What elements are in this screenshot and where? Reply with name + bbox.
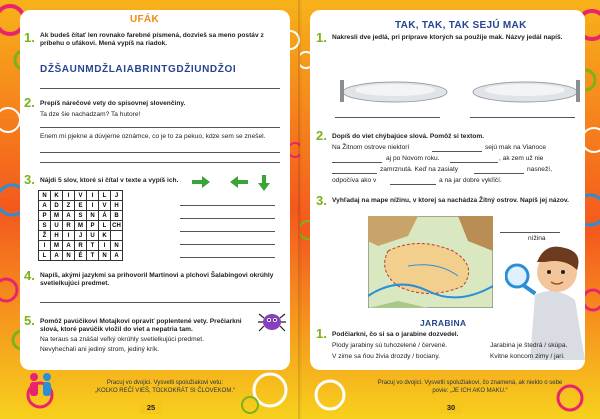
dialect-sentence: Enem mi pjekne a dúvjerne oznámce, co je to za pekuo, kdze sem se znešel. [40, 133, 266, 140]
section-title: JARABINA [420, 318, 467, 328]
task-number: 1. [316, 30, 327, 45]
dialect-sentence: Ta dze šie nachadzam? Ta hutore! [40, 111, 141, 118]
answer-line [180, 231, 275, 232]
map-label: nížina [528, 235, 546, 242]
colored-letter-string: DŽŠAUNMDŽLAIABRINTGDŽIUNDŽOI [40, 64, 237, 75]
footer-line: Pracuj vo dvojici. Vysvetli spolužiakovi vetu: [106, 380, 224, 386]
task-instruction: Podčiarkni, čo si sa o jarabine dozvedel. [332, 331, 459, 338]
choice-sentence: Plody jarabiny sú tuhozelené / červené. [332, 342, 448, 349]
task-number: 3. [316, 193, 327, 208]
answer-line [40, 127, 280, 128]
spider-icon [258, 310, 286, 334]
answer-line [470, 117, 575, 118]
answer-line [450, 162, 498, 163]
task-instruction: Vyhľadaj na mape nížinu, v ktorej sa nachádza Žitný ostrov. Napíš jej názov. [332, 197, 569, 204]
fill-sentence: a na jar dobre vykľičí. [439, 177, 502, 184]
map-of-region [368, 216, 493, 308]
direction-arrows-icon [190, 173, 275, 191]
answer-line [180, 257, 275, 258]
answer-line [180, 218, 275, 219]
footer-quote: „KOĽKO REČÍ VIEŠ, TOĽKOKRÁT SI ČLOVEKOM.“ [94, 388, 236, 394]
answer-line [332, 173, 377, 174]
task-number: 1. [316, 326, 327, 341]
footer-line: Pracuj vo dvojici. Vysvetli spolužiakovi, čo znamená, ak niekto o sebe [377, 380, 563, 386]
page-number: 30 [440, 402, 462, 414]
choice-sentence: V zime sa ňou živia drozdy / bociany. [332, 353, 440, 360]
task-number: 5. [24, 313, 35, 328]
answer-line [332, 162, 382, 163]
word-search-grid: N K I V I L J A D Z E I V H P M A S N Á B S U R M P L CH Ž H I J U K I M A R T I N L A N É T N A [38, 190, 123, 261]
answer-line [40, 162, 280, 163]
answer-line [180, 244, 275, 245]
answer-line [40, 88, 280, 89]
fill-sentence: sejú mak na Vianoce [485, 144, 547, 151]
fill-sentence: , ak zem už nie [499, 155, 544, 162]
fill-sentence: odpočíva ako v [332, 177, 377, 184]
task-number: 3. [24, 172, 35, 187]
fill-sentence: zamrznutá. Keď na zasiaty [380, 166, 459, 173]
answer-line [40, 302, 280, 303]
fill-sentence: nasneží, [527, 166, 552, 173]
answer-line [390, 184, 436, 185]
book-spine [298, 0, 302, 419]
task-number: 2. [24, 95, 35, 110]
wrong-sentence: Na teraus sa znášal veľký okrúhly svetielkujúci predmet. [40, 336, 204, 343]
task-instruction: Nájdi 5 slov, ktoré si čítal v texte a vypíš ich. [40, 177, 179, 184]
answer-line [500, 232, 560, 233]
children-icon [26, 372, 56, 400]
task-instruction: Prepíš nárečové vety do spisovnej slovenčiny. [40, 100, 186, 107]
choice-sentence: Jarabina je štedrá / skúpa. [490, 342, 568, 349]
empty-plates-icon [340, 78, 580, 108]
choice-sentence: Kvitne koncom zimy / jari. [490, 353, 565, 360]
task-number: 1. [24, 30, 35, 45]
task-instruction: Ak budeš čítať len rovnako farebné písmená, dozvieš sa meno postáv z príbehu o ufákovi. Mená vypíš na riadok. [40, 32, 264, 48]
task-instruction: Pomôž pavúčikovi Motajkovi opraviť poplentené vety. Prečiarkni slová, ktoré pavúčik vložil do viet a nepatria tam. [40, 318, 242, 334]
right-page [300, 0, 600, 419]
footer-quote: povie: „JE ICH AKO MAKU.“ [432, 388, 508, 394]
answer-line [335, 117, 440, 118]
answer-line [432, 151, 482, 152]
page-title: UFÁK [130, 14, 159, 25]
task-instruction: Napíš, akými jazykmi sa prihovoril Martinovi a plchovi Šalabingovi okrúhly svetielkujúci predmet. [40, 272, 274, 288]
answer-line [180, 205, 275, 206]
wrong-sentence: Nevyhechali ani jediný strom, jediný krík. [40, 346, 160, 353]
page-number: 25 [140, 402, 162, 414]
task-number: 2. [316, 128, 327, 143]
task-instruction: Dopíš do viet chýbajúce slová. Pomôž si textom. [332, 133, 485, 140]
fill-sentence: Na Žitnom ostrove niektorí [332, 144, 410, 151]
answer-line [474, 173, 524, 174]
fill-sentence: aj po Novom roku. [386, 155, 440, 162]
page-title: TAK, TAK, TAK SEJÚ MAK [395, 20, 527, 31]
task-number: 4. [24, 268, 35, 283]
task-instruction: Nakresli dve jedlá, pri príprave ktorých sa použije mak. Názvy jedál napíš. [332, 34, 563, 41]
answer-line [40, 152, 280, 153]
